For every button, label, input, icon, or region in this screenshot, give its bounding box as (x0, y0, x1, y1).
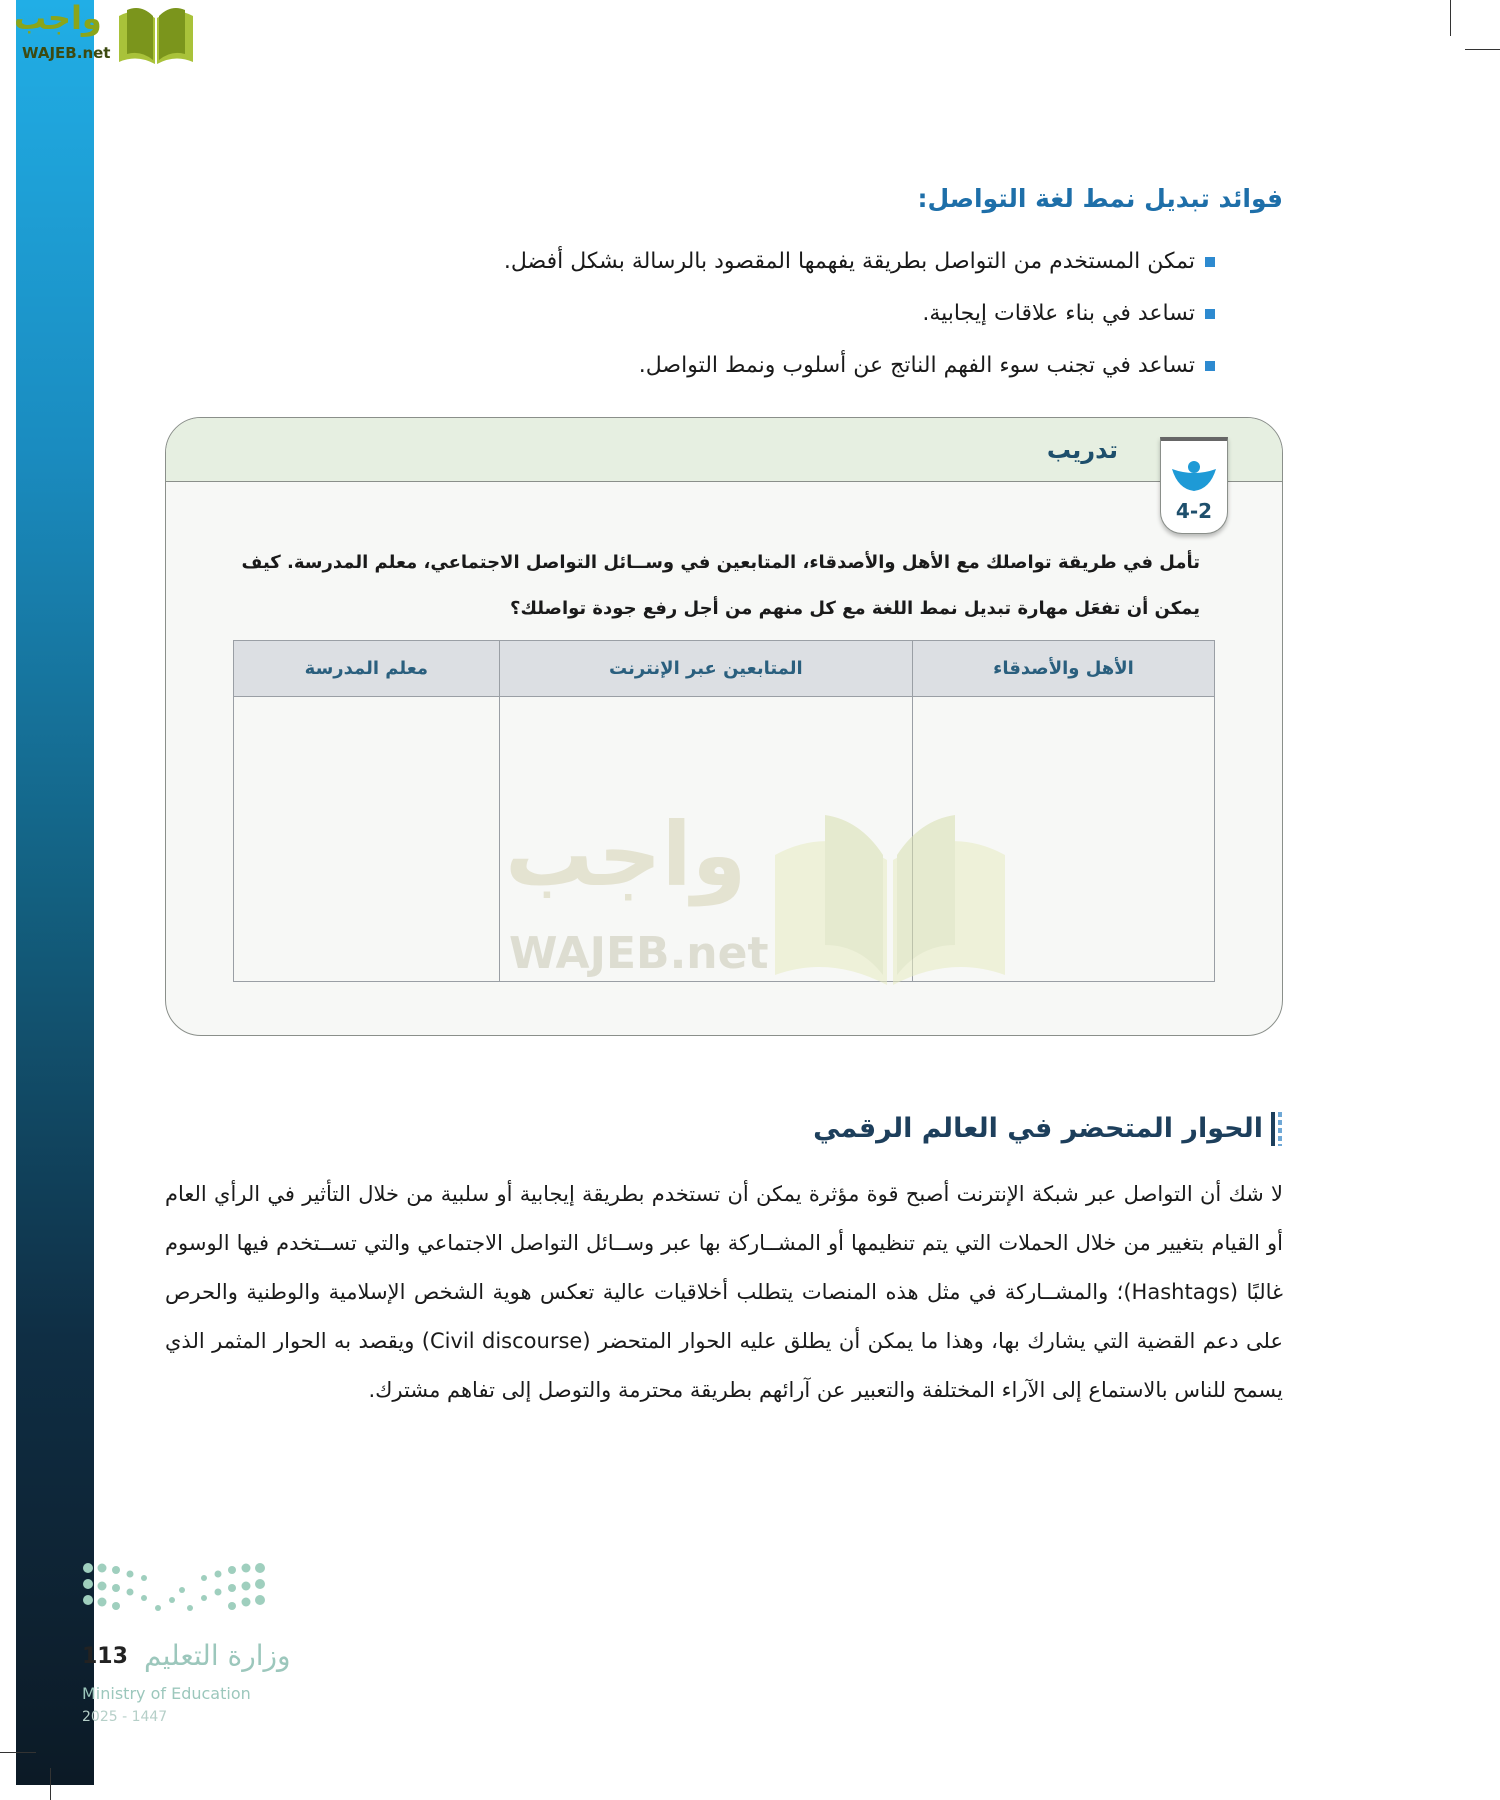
column-header-family: الأهل والأصدقاء (913, 641, 1215, 697)
ministry-name-arabic: وزارة التعليم (144, 1639, 291, 1672)
bullet-square-icon (1205, 361, 1215, 371)
list-item (504, 288, 1215, 340)
crop-mark (1465, 49, 1500, 50)
column-header-followers: المتابعين عبر الإنترنت (499, 641, 912, 697)
logo-arabic: واجب (14, 0, 102, 37)
person-icon (1166, 447, 1222, 497)
crop-mark (0, 1752, 36, 1753)
benefits-list (504, 236, 1215, 392)
crop-mark (1450, 0, 1451, 36)
wajeb-logo (10, 0, 190, 64)
exercise-question: تأمل في طريقة تواصلك مع الأهل والأصدقاء، المتابعين في وســائل التواصل الاجتماعي، معلم المدرسة. كيف يمكن أن تفعَل مهارة تبديل نمط اللغة مع كل منهم من أجل رفع جودة تواصلك؟ (241, 552, 1200, 619)
benefits-heading: فوائد تبديل نمط لغة التواصل: (917, 184, 1283, 213)
logo-latin: WAJEB.net (22, 44, 111, 62)
ministry-logo-dots-icon (82, 1560, 267, 1620)
sidebar-color-strip (16, 0, 94, 1785)
exercise-number: 4-2 (1175, 499, 1213, 523)
crop-mark (50, 1768, 51, 1800)
watermark (505, 803, 1005, 990)
exercise-header (166, 418, 1282, 482)
page-number: 113 (82, 1644, 128, 1669)
section-marker-icon (1271, 1112, 1285, 1146)
book-icon (115, 4, 197, 66)
section-paragraph: لا شك أن التواصل عبر شبكة الإنترنت أصبح قوة مؤثرة يمكن أن تستخدم بطريقة إيجابية أو سلبية من خلال التأثير في الرأي العام أو القيام بتغيير من خلال الحملات التي يتم تنظيمها أو المشــاركة بها عبر وســائل التواصل الاجتماعي والتي تســتخدم فيها الوسوم غالبًا (Hashtags)؛ والمشــاركة في مثل هذه المنصات يتطلب أخلاقيات عالية تعكس هوية الشخص الإسلامية والوطنية والحرص على دعم القضية التي يشارك بها، وهذا ما يمكن أن يطلق عليه الحوار المتحضر (Civil discourse) ويقصد به الحوار المثمر الذي يسمح للناس بالاستماع إلى الآراء المختلفة والتعبير عن آرائهم بطريقة محترمة والتوصل إلى تفاهم مشترك. (165, 1182, 1283, 1402)
list-item-text: تساعد في بناء علاقات إيجابية. (922, 301, 1195, 326)
watermark-book-icon (775, 815, 1005, 985)
ministry-footer (82, 1560, 412, 1750)
column-header-teacher: معلم المدرسة (234, 641, 500, 697)
edition-year: 2025 - 1447 (82, 1709, 168, 1725)
watermark-arabic: واجب (505, 803, 747, 906)
exercise-badge (1160, 437, 1228, 534)
bullet-square-icon (1205, 309, 1215, 319)
ministry-name-english: Ministry of Education (82, 1684, 251, 1703)
section-title: الحوار المتحضر في العالم الرقمي (813, 1113, 1263, 1144)
bullet-square-icon (1205, 257, 1215, 267)
exercise-title: تدريب (1046, 436, 1118, 464)
watermark-latin: WAJEB.net (509, 928, 769, 979)
list-item-text: تساعد في تجنب سوء الفهم الناتج عن أسلوب ونمط التواصل. (638, 353, 1195, 378)
list-item (504, 340, 1215, 392)
answer-cell-teacher[interactable] (234, 697, 500, 982)
list-item-text: تمكن المستخدم من التواصل بطريقة يفهمها المقصود بالرسالة بشكل أفضل. (503, 249, 1195, 274)
list-item (504, 236, 1215, 288)
